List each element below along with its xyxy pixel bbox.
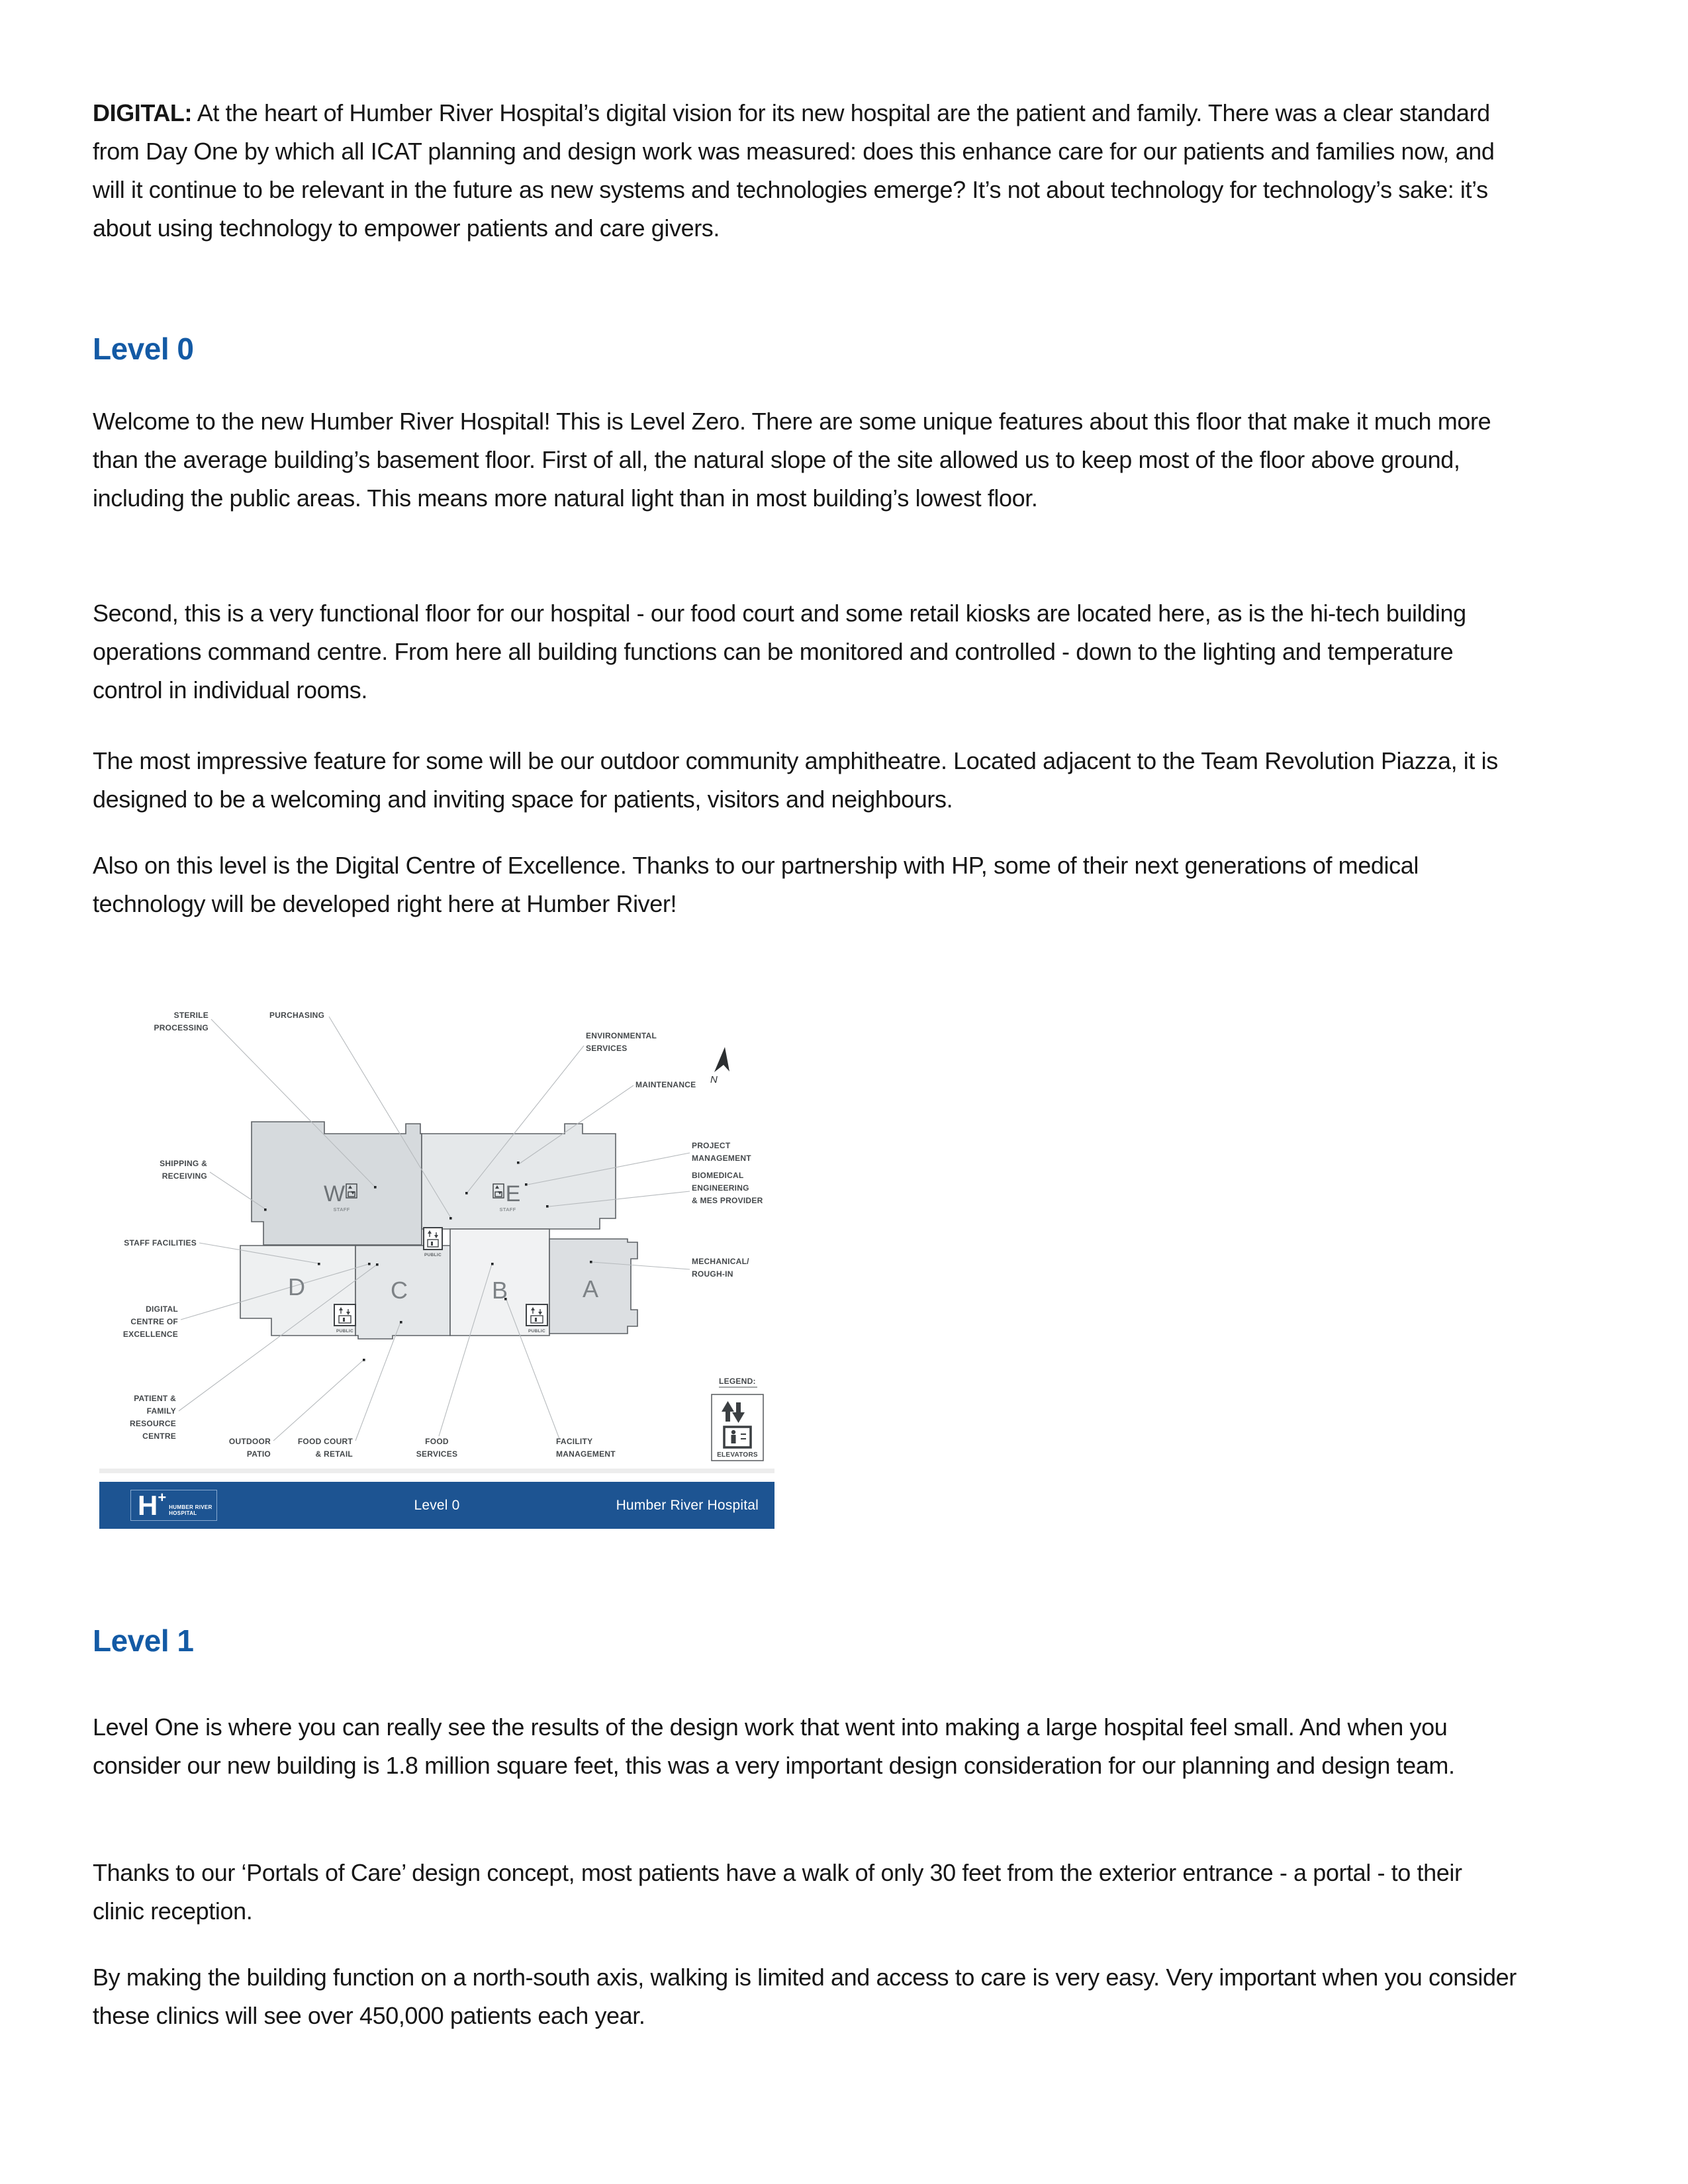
elevator-public-icon-b xyxy=(526,1304,547,1326)
section-letter-d: D xyxy=(288,1273,305,1300)
staff-label-w: STAFF xyxy=(333,1206,350,1212)
label-mechanical-2: ROUGH-IN xyxy=(692,1269,733,1279)
legend-elevators-label: ELEVATORS xyxy=(717,1451,758,1459)
intro-paragraph xyxy=(93,94,1519,248)
label-facility-2: MANAGEMENT xyxy=(556,1449,616,1459)
label-biomedical-3: & MES PROVIDER xyxy=(692,1196,763,1205)
logo-plus-icon: + xyxy=(158,1488,167,1506)
level0-paragraph-1: Welcome to the new Humber River Hospital! This is Level Zero. There are some unique features about this floor that make it much more than the average building’s basement floor. First of all, the natural slope of the site allowed us to keep most of the floor above ground, including the public areas. This means more natural light than in most building’s lowest floor. xyxy=(93,408,1491,512)
legend xyxy=(712,1377,763,1461)
level1-heading: Level 1 xyxy=(93,1623,194,1658)
floor-plan-svg xyxy=(96,973,788,1535)
label-patient-2: FAMILY xyxy=(146,1406,176,1416)
public-label-dc: PUBLIC xyxy=(336,1329,353,1334)
label-biomedical-1: BIOMEDICAL xyxy=(692,1171,744,1180)
label-patient-4: CENTRE xyxy=(142,1432,176,1441)
label-shipping-1: SHIPPING & xyxy=(160,1159,207,1168)
floor-plan-level0 xyxy=(96,973,788,1535)
section-letter-a: A xyxy=(582,1275,599,1302)
label-digital-1: DIGITAL xyxy=(146,1304,178,1314)
staff-label-e: STAFF xyxy=(499,1206,516,1212)
label-purchasing: PURCHASING xyxy=(269,1011,325,1020)
label-mechanical-1: MECHANICAL/ xyxy=(692,1257,749,1266)
label-shipping-2: RECEIVING xyxy=(162,1171,207,1181)
label-patient-3: RESOURCE xyxy=(129,1419,176,1428)
label-sterile-2: PROCESSING xyxy=(154,1023,209,1032)
elevator-public-icon-dc xyxy=(334,1304,355,1326)
legend-title: LEGEND: xyxy=(719,1377,756,1386)
label-food-court-1: FOOD COURT xyxy=(297,1437,353,1446)
label-food-services-2: SERVICES xyxy=(416,1449,458,1459)
logo-h-letter: H xyxy=(138,1489,158,1521)
elevator-public-icon-top xyxy=(424,1228,442,1250)
section-letter-c: C xyxy=(391,1277,408,1304)
label-outdoor-2: PATIO xyxy=(246,1449,271,1459)
label-sterile-1: STERILE xyxy=(173,1011,209,1020)
level1-paragraph-1: Level One is where you can really see the results of the design work that went into making a large hospital feel small. And when you consider our new building is 1.8 million square feet, this was a very important design consideration for our planning and design team. xyxy=(93,1713,1455,1779)
public-label-b: PUBLIC xyxy=(528,1329,545,1334)
public-label-top: PUBLIC xyxy=(424,1253,442,1257)
footer-level-label: Level 0 xyxy=(414,1497,460,1513)
level1-paragraph-2: Thanks to our ‘Portals of Care’ design concept, most patients have a walk of only 30 feet from the exterior entrance - a portal - to their clinic reception. xyxy=(93,1859,1462,1925)
label-project-1: PROJECT xyxy=(692,1141,731,1150)
section-letter-e: E xyxy=(505,1181,521,1206)
label-food-court-2: & RETAIL xyxy=(315,1449,353,1459)
label-environmental-2: SERVICES xyxy=(586,1044,628,1053)
level0-paragraph-2: Second, this is a very functional floor for our hospital - our food court and some retail kiosks are located here, as is the hi-tech building operations command centre. From here all building functions can be monitored and controlled - down to the lighting and temperature control in individual rooms. xyxy=(93,600,1466,704)
compass-n-label: N xyxy=(710,1074,718,1085)
label-digital-3: EXCELLENCE xyxy=(122,1330,178,1339)
label-environmental-1: ENVIRONMENTAL xyxy=(586,1031,657,1040)
label-maintenance: MAINTENANCE xyxy=(635,1080,696,1089)
floor-plan-footer-bar xyxy=(99,1482,774,1529)
logo-name-line1: HUMBER RIVER xyxy=(169,1504,212,1510)
level1-paragraph-3: By making the building function on a north-south axis, walking is limited and access to care is very easy. Very important when you consider these clinics will see over 450,000 patients each year. xyxy=(93,1964,1517,2029)
label-outdoor-1: OUTDOOR xyxy=(228,1437,271,1446)
section-letter-w: W xyxy=(323,1181,346,1206)
block-e xyxy=(422,1124,616,1229)
compass-north-icon xyxy=(710,1047,729,1085)
level0-paragraph-3: The most impressive feature for some will be our outdoor community amphitheatre. Located adjacent to the Team Revolution Piazza, it is designed to be a welcoming and inviting space for patients, visitors and neighbours. xyxy=(93,747,1498,813)
label-digital-2: CENTRE OF xyxy=(130,1317,178,1326)
label-staff-facilities: STAFF FACILITIES xyxy=(124,1238,197,1248)
room-labels xyxy=(123,1011,763,1459)
label-facility-1: FACILITY xyxy=(556,1437,593,1446)
level0-paragraph-4: Also on this level is the Digital Centre of Excellence. Thanks to our partnership with HP, some of their next generations of medical technology will be developed right here at Humber River! xyxy=(93,852,1419,917)
label-project-2: MANAGEMENT xyxy=(692,1154,751,1163)
label-biomedical-2: ENGINEERING xyxy=(692,1183,749,1193)
logo-name-line2: HOSPITAL xyxy=(169,1510,197,1516)
label-patient-1: PATIENT & xyxy=(134,1394,176,1403)
footer-hospital-name: Humber River Hospital xyxy=(616,1497,759,1513)
intro-lead: DIGITAL: xyxy=(93,99,193,126)
section-letter-b: B xyxy=(491,1277,508,1304)
map-divider-strip xyxy=(99,1469,774,1473)
label-food-services-1: FOOD xyxy=(425,1437,449,1446)
intro-text: At the heart of Humber River Hospital’s digital vision for its new hospital are the patient and family. There was a clear standard from Day One by which all ICAT planning and design work was measured: does this enhance care for our patients and families now, and will it continue to be relevant in the future as new systems and technologies emerge? It’s not about technology for technology’s sake: it’s about using technology to empower patients and care givers. xyxy=(93,99,1495,242)
level0-heading: Level 0 xyxy=(93,332,194,366)
